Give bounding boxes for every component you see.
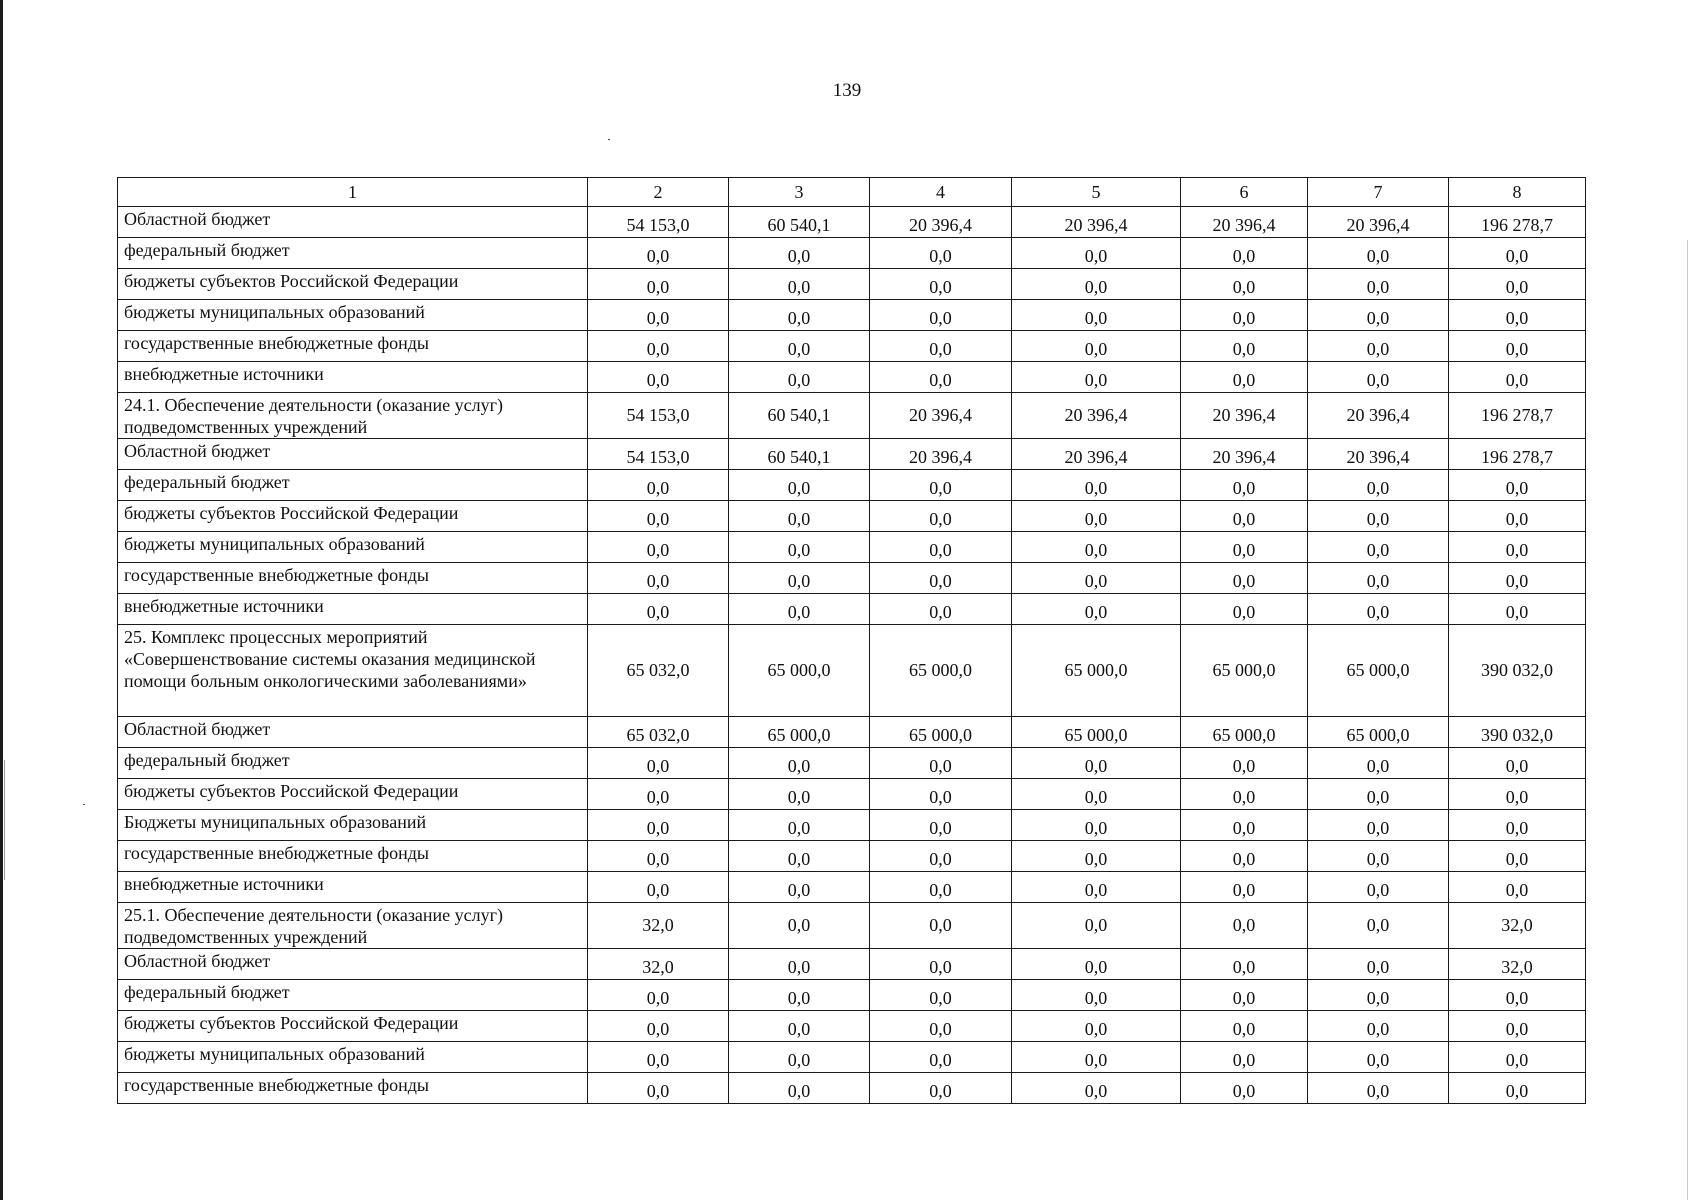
value-cell: 196 278,7: [1449, 207, 1586, 238]
value-cell: 0,0: [1181, 949, 1308, 980]
value-cell: 20 396,4: [1308, 439, 1449, 470]
value-cell: 0,0: [870, 269, 1012, 300]
table-row: [118, 903, 1586, 949]
value-cell: 0,0: [1181, 748, 1308, 779]
value-cell: 0,0: [729, 903, 870, 949]
value-cell: 0,0: [729, 269, 870, 300]
row-label: бюджеты муниципальных образований: [118, 300, 588, 331]
row-label: бюджеты муниципальных образований: [118, 1042, 588, 1073]
row-label: внебюджетные источники: [118, 872, 588, 903]
value-cell: 0,0: [729, 362, 870, 393]
value-cell: 65 000,0: [870, 717, 1012, 748]
value-cell: 0,0: [588, 1011, 729, 1042]
value-cell: 0,0: [588, 1042, 729, 1073]
value-cell: 0,0: [1181, 563, 1308, 594]
value-cell: 0,0: [1308, 269, 1449, 300]
value-cell: 65 000,0: [1181, 625, 1308, 717]
value-cell: 0,0: [729, 300, 870, 331]
value-cell: 0,0: [1012, 331, 1181, 362]
value-cell: 20 396,4: [1181, 393, 1308, 439]
value-cell: 0,0: [588, 331, 729, 362]
value-cell: 0,0: [1181, 331, 1308, 362]
value-cell: 0,0: [1181, 810, 1308, 841]
value-cell: 0,0: [588, 748, 729, 779]
value-cell: 0,0: [870, 362, 1012, 393]
value-cell: 0,0: [1181, 501, 1308, 532]
value-cell: 0,0: [870, 594, 1012, 625]
header-cell: 7: [1308, 178, 1449, 207]
row-label: государственные внебюджетные фонды: [118, 563, 588, 594]
scan-speck: [608, 139, 610, 140]
row-label: бюджеты субъектов Российской Федерации: [118, 779, 588, 810]
header-cell: 8: [1449, 178, 1586, 207]
value-cell: 65 032,0: [588, 717, 729, 748]
value-cell: 65 032,0: [588, 625, 729, 717]
value-cell: 0,0: [1449, 300, 1586, 331]
row-label: 25. Комплекс процессных мероприятий «Совершенствование системы оказания медицинской помощи больным онкологическими заболеваниями»: [118, 625, 588, 717]
value-cell: 65 000,0: [1012, 717, 1181, 748]
value-cell: 0,0: [1308, 1073, 1449, 1104]
value-cell: 0,0: [1012, 872, 1181, 903]
value-cell: 0,0: [1308, 841, 1449, 872]
value-cell: 20 396,4: [870, 439, 1012, 470]
value-cell: 0,0: [870, 331, 1012, 362]
value-cell: 0,0: [1449, 269, 1586, 300]
page-number: 139: [832, 80, 862, 101]
value-cell: 0,0: [1449, 872, 1586, 903]
value-cell: 0,0: [1308, 563, 1449, 594]
row-label: 25.1. Обеспечение деятельности (оказание услуг) подведомственных учреждений: [118, 903, 588, 949]
table-row: [118, 872, 1586, 903]
row-label: государственные внебюджетные фонды: [118, 841, 588, 872]
row-label: Областной бюджет: [118, 717, 588, 748]
value-cell: 0,0: [1012, 563, 1181, 594]
value-cell: 0,0: [1308, 594, 1449, 625]
value-cell: 0,0: [870, 949, 1012, 980]
value-cell: 0,0: [1449, 810, 1586, 841]
value-cell: 0,0: [588, 872, 729, 903]
value-cell: 20 396,4: [1308, 207, 1449, 238]
scan-speck: [83, 804, 85, 805]
value-cell: 0,0: [1308, 980, 1449, 1011]
value-cell: 0,0: [870, 748, 1012, 779]
table-row: [118, 810, 1586, 841]
row-label: федеральный бюджет: [118, 470, 588, 501]
value-cell: 0,0: [1308, 1011, 1449, 1042]
value-cell: 0,0: [870, 810, 1012, 841]
value-cell: 0,0: [729, 532, 870, 563]
row-label: бюджеты муниципальных образований: [118, 532, 588, 563]
value-cell: 0,0: [1012, 362, 1181, 393]
value-cell: 65 000,0: [1308, 717, 1449, 748]
row-label: бюджеты субъектов Российской Федерации: [118, 1011, 588, 1042]
value-cell: 0,0: [870, 300, 1012, 331]
table-row: [118, 779, 1586, 810]
value-cell: 20 396,4: [870, 393, 1012, 439]
value-cell: 0,0: [1308, 1042, 1449, 1073]
table-row: [118, 207, 1586, 238]
table-row: [118, 949, 1586, 980]
value-cell: 0,0: [1012, 470, 1181, 501]
value-cell: 0,0: [1181, 980, 1308, 1011]
value-cell: 0,0: [870, 238, 1012, 269]
value-cell: 0,0: [1308, 748, 1449, 779]
value-cell: 0,0: [729, 1011, 870, 1042]
value-cell: 0,0: [1449, 1011, 1586, 1042]
value-cell: 0,0: [1012, 269, 1181, 300]
value-cell: 65 000,0: [729, 625, 870, 717]
value-cell: 0,0: [729, 331, 870, 362]
value-cell: 0,0: [729, 748, 870, 779]
value-cell: 0,0: [729, 1042, 870, 1073]
value-cell: 0,0: [1449, 362, 1586, 393]
value-cell: 0,0: [1181, 872, 1308, 903]
table-row: [118, 501, 1586, 532]
value-cell: 20 396,4: [1181, 439, 1308, 470]
value-cell: 0,0: [1181, 594, 1308, 625]
table-row: [118, 1011, 1586, 1042]
value-cell: 0,0: [1449, 841, 1586, 872]
row-label: федеральный бюджет: [118, 748, 588, 779]
value-cell: 0,0: [1308, 362, 1449, 393]
header-cell: 2: [588, 178, 729, 207]
value-cell: 0,0: [588, 238, 729, 269]
value-cell: 0,0: [1012, 532, 1181, 563]
value-cell: 20 396,4: [1181, 207, 1308, 238]
value-cell: 0,0: [588, 362, 729, 393]
table-row: [118, 980, 1586, 1011]
value-cell: 0,0: [588, 563, 729, 594]
value-cell: 0,0: [1181, 1042, 1308, 1073]
value-cell: 65 000,0: [1308, 625, 1449, 717]
value-cell: 0,0: [729, 810, 870, 841]
header-cell: 1: [118, 178, 588, 207]
value-cell: 0,0: [729, 872, 870, 903]
value-cell: 32,0: [588, 949, 729, 980]
value-cell: 20 396,4: [870, 207, 1012, 238]
value-cell: 0,0: [1449, 748, 1586, 779]
value-cell: 0,0: [1012, 300, 1181, 331]
value-cell: 0,0: [870, 1011, 1012, 1042]
value-cell: 60 540,1: [729, 393, 870, 439]
budget-table: [117, 177, 1586, 1104]
value-cell: 65 000,0: [870, 625, 1012, 717]
value-cell: 0,0: [1012, 903, 1181, 949]
value-cell: 0,0: [588, 269, 729, 300]
row-label: государственные внебюджетные фонды: [118, 331, 588, 362]
value-cell: 0,0: [1181, 779, 1308, 810]
table-row: [118, 594, 1586, 625]
value-cell: 0,0: [588, 810, 729, 841]
table-row: [118, 841, 1586, 872]
value-cell: 0,0: [870, 1073, 1012, 1104]
value-cell: 0,0: [588, 594, 729, 625]
value-cell: 0,0: [1181, 1073, 1308, 1104]
value-cell: 65 000,0: [1181, 717, 1308, 748]
value-cell: 60 540,1: [729, 207, 870, 238]
value-cell: 0,0: [870, 841, 1012, 872]
table-row: [118, 238, 1586, 269]
value-cell: 0,0: [1449, 238, 1586, 269]
value-cell: 0,0: [729, 1073, 870, 1104]
value-cell: 0,0: [729, 238, 870, 269]
value-cell: 0,0: [1012, 1073, 1181, 1104]
value-cell: 0,0: [1449, 331, 1586, 362]
value-cell: 0,0: [729, 594, 870, 625]
table-row: [118, 362, 1586, 393]
value-cell: 0,0: [1308, 532, 1449, 563]
value-cell: 0,0: [729, 779, 870, 810]
header-cell: 5: [1012, 178, 1181, 207]
header-cell: 4: [870, 178, 1012, 207]
value-cell: 0,0: [1308, 949, 1449, 980]
row-label: бюджеты субъектов Российской Федерации: [118, 269, 588, 300]
value-cell: 0,0: [1181, 238, 1308, 269]
value-cell: 65 000,0: [1012, 625, 1181, 717]
value-cell: 0,0: [1181, 300, 1308, 331]
value-cell: 0,0: [588, 1073, 729, 1104]
scan-right-edge: [1687, 240, 1688, 1200]
value-cell: 0,0: [1308, 501, 1449, 532]
value-cell: 0,0: [588, 501, 729, 532]
value-cell: 0,0: [1181, 470, 1308, 501]
value-cell: 32,0: [588, 903, 729, 949]
row-label: Областной бюджет: [118, 439, 588, 470]
value-cell: 0,0: [729, 841, 870, 872]
value-cell: 0,0: [729, 980, 870, 1011]
value-cell: 0,0: [870, 563, 1012, 594]
value-cell: 0,0: [1449, 470, 1586, 501]
row-label: государственные внебюджетные фонды: [118, 1073, 588, 1104]
value-cell: 0,0: [1181, 362, 1308, 393]
value-cell: 0,0: [1181, 1011, 1308, 1042]
table-row: [118, 625, 1586, 717]
value-cell: 0,0: [870, 903, 1012, 949]
row-label: бюджеты субъектов Российской Федерации: [118, 501, 588, 532]
table-row: [118, 300, 1586, 331]
value-cell: 32,0: [1449, 949, 1586, 980]
value-cell: 0,0: [1012, 238, 1181, 269]
value-cell: 0,0: [870, 501, 1012, 532]
value-cell: 0,0: [1308, 810, 1449, 841]
header-row: [118, 178, 1586, 207]
value-cell: 0,0: [870, 872, 1012, 903]
value-cell: 20 396,4: [1012, 439, 1181, 470]
value-cell: 0,0: [1012, 949, 1181, 980]
value-cell: 0,0: [729, 949, 870, 980]
value-cell: 0,0: [1308, 238, 1449, 269]
value-cell: 0,0: [588, 779, 729, 810]
value-cell: 0,0: [729, 501, 870, 532]
value-cell: 0,0: [1181, 903, 1308, 949]
value-cell: 0,0: [1308, 470, 1449, 501]
value-cell: 0,0: [588, 300, 729, 331]
value-cell: 0,0: [729, 563, 870, 594]
table-row: [118, 470, 1586, 501]
row-label: Областной бюджет: [118, 949, 588, 980]
row-label: федеральный бюджет: [118, 980, 588, 1011]
value-cell: 0,0: [1181, 841, 1308, 872]
value-cell: 20 396,4: [1012, 207, 1181, 238]
value-cell: 0,0: [1012, 594, 1181, 625]
value-cell: 0,0: [588, 470, 729, 501]
value-cell: 0,0: [1012, 1042, 1181, 1073]
value-cell: 54 153,0: [588, 207, 729, 238]
value-cell: 0,0: [1449, 779, 1586, 810]
value-cell: 0,0: [1012, 810, 1181, 841]
value-cell: 0,0: [729, 470, 870, 501]
value-cell: 0,0: [870, 779, 1012, 810]
value-cell: 20 396,4: [1308, 393, 1449, 439]
table-row: [118, 269, 1586, 300]
table-row: [118, 1073, 1586, 1104]
value-cell: 54 153,0: [588, 439, 729, 470]
value-cell: 0,0: [1012, 1011, 1181, 1042]
value-cell: 0,0: [1012, 841, 1181, 872]
row-label: внебюджетные источники: [118, 594, 588, 625]
value-cell: 0,0: [1449, 501, 1586, 532]
table-row: [118, 393, 1586, 439]
value-cell: 0,0: [1449, 532, 1586, 563]
value-cell: 0,0: [1308, 903, 1449, 949]
row-label: федеральный бюджет: [118, 238, 588, 269]
scan-left-mark: [4, 760, 5, 880]
table-row: [118, 331, 1586, 362]
value-cell: 60 540,1: [729, 439, 870, 470]
value-cell: 0,0: [1308, 779, 1449, 810]
row-label: Областной бюджет: [118, 207, 588, 238]
value-cell: 0,0: [1181, 532, 1308, 563]
header-cell: 6: [1181, 178, 1308, 207]
value-cell: 0,0: [1449, 980, 1586, 1011]
value-cell: 0,0: [1308, 300, 1449, 331]
value-cell: 0,0: [1012, 501, 1181, 532]
value-cell: 0,0: [1308, 872, 1449, 903]
table-row: [118, 717, 1586, 748]
value-cell: 196 278,7: [1449, 393, 1586, 439]
value-cell: 32,0: [1449, 903, 1586, 949]
value-cell: 0,0: [870, 1042, 1012, 1073]
value-cell: 20 396,4: [1012, 393, 1181, 439]
value-cell: 0,0: [1449, 1042, 1586, 1073]
value-cell: 390 032,0: [1449, 717, 1586, 748]
value-cell: 0,0: [1449, 1073, 1586, 1104]
row-label: Бюджеты муниципальных образований: [118, 810, 588, 841]
value-cell: 0,0: [1012, 980, 1181, 1011]
table-row: [118, 439, 1586, 470]
header-cell: 3: [729, 178, 870, 207]
value-cell: 0,0: [588, 532, 729, 563]
value-cell: 0,0: [1012, 779, 1181, 810]
row-label: внебюджетные источники: [118, 362, 588, 393]
value-cell: 0,0: [1308, 331, 1449, 362]
value-cell: 0,0: [1449, 563, 1586, 594]
table-row: [118, 532, 1586, 563]
value-cell: 65 000,0: [729, 717, 870, 748]
value-cell: 54 153,0: [588, 393, 729, 439]
scan-left-edge: [0, 0, 3, 1200]
row-label: 24.1. Обеспечение деятельности (оказание услуг) подведомственных учреждений: [118, 393, 588, 439]
value-cell: 390 032,0: [1449, 625, 1586, 717]
table-body: [118, 207, 1586, 1104]
value-cell: 0,0: [588, 980, 729, 1011]
value-cell: 0,0: [1012, 748, 1181, 779]
table-row: [118, 748, 1586, 779]
value-cell: 0,0: [1181, 269, 1308, 300]
table-row: [118, 563, 1586, 594]
value-cell: 0,0: [588, 841, 729, 872]
value-cell: 0,0: [870, 470, 1012, 501]
value-cell: 0,0: [870, 980, 1012, 1011]
value-cell: 196 278,7: [1449, 439, 1586, 470]
table-row: [118, 1042, 1586, 1073]
value-cell: 0,0: [870, 532, 1012, 563]
value-cell: 0,0: [1449, 594, 1586, 625]
